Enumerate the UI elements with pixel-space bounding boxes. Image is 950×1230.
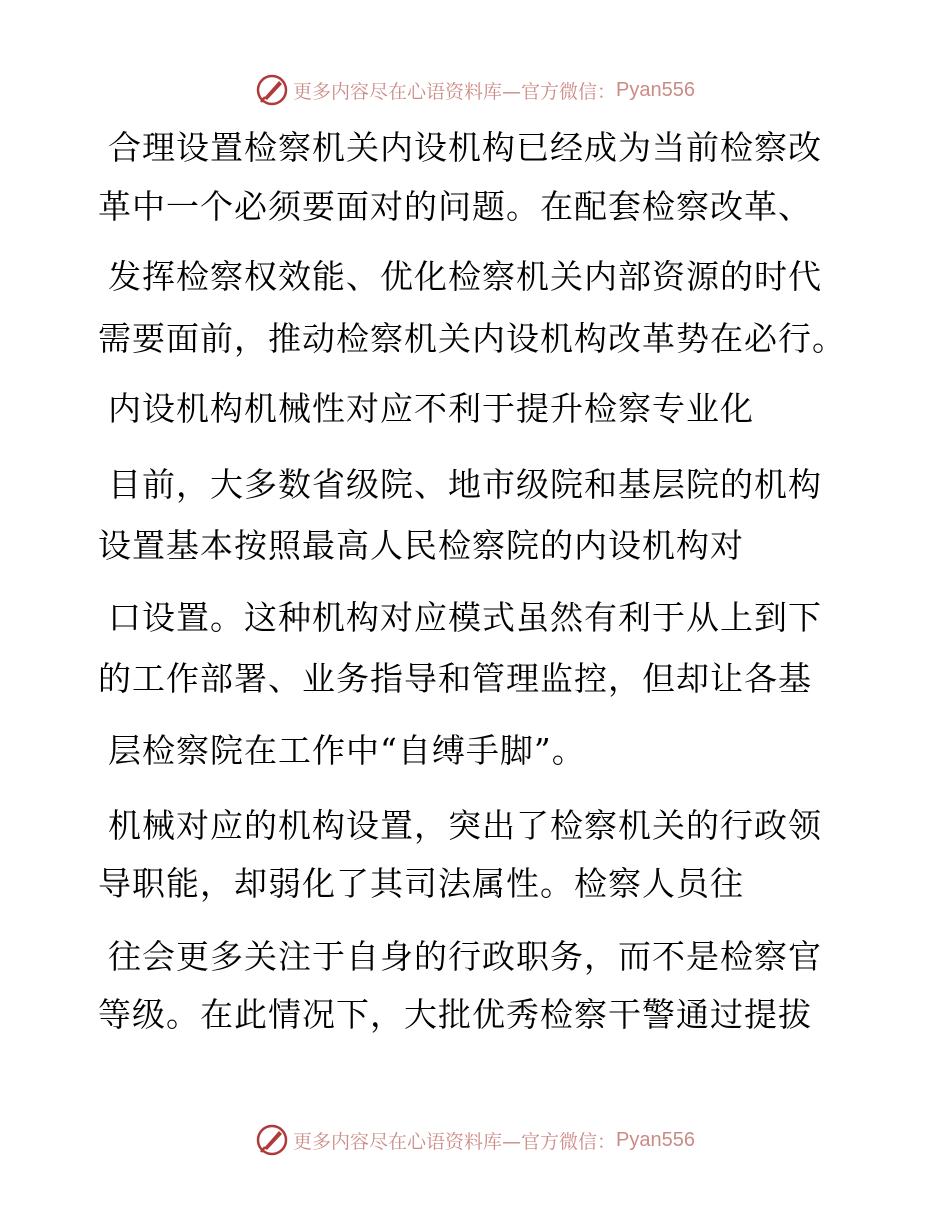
text-line: 发挥检察权效能、优化检察机关内部资源的时代: [108, 257, 822, 296]
text-line: 合理设置检察机关内设机构已经成为当前检察改: [108, 128, 822, 167]
text-line: 革中一个必须要面对的问题。在配套检察改革、: [98, 187, 812, 226]
text-line: 的工作部署、业务指导和管理监控，但却让各基: [98, 659, 812, 698]
watermark-text: 更多内容尽在心语资料库—官方微信：: [293, 1130, 617, 1153]
text-line: 往会更多关注于自身的行政职务，而不是检察官: [108, 937, 822, 976]
section-heading: 内设机构机械性对应不利于提升检察专业化: [108, 389, 754, 428]
text-line: 机械对应的机构设置，突出了检察机关的行政领: [108, 806, 822, 845]
footer-watermark: [0, 1120, 950, 1160]
text-line: 等级。在此情况下，大批优秀检察干警通过提拔: [98, 995, 812, 1034]
text-line: 目前，大多数省级院、地市级院和基层院的机构: [108, 465, 822, 504]
text-line: 口设置。这种机构对应模式虽然有利于从上到下: [108, 598, 822, 637]
watermark-wechat-id: Pyan556: [616, 78, 695, 101]
quill-logo-icon: [255, 73, 289, 107]
text-line: 设置基本按照最高人民检察院的内设机构对: [98, 526, 744, 565]
quill-logo-icon: [255, 1123, 289, 1157]
watermark-text: 更多内容尽在心语资料库—官方微信：: [293, 80, 617, 103]
text-line: 需要面前，推动检察机关内设机构改革势在必行。: [98, 319, 846, 358]
text-line: 层检察院在工作中“自缚手脚”。: [108, 731, 586, 770]
text-line: 导职能，却弱化了其司法属性。检察人员往: [98, 864, 744, 903]
header-watermark: [0, 70, 950, 110]
watermark-wechat-id: Pyan556: [616, 1128, 695, 1151]
